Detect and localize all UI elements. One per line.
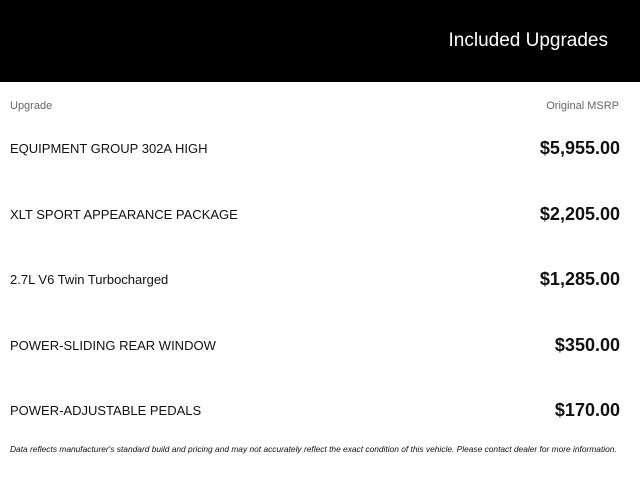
upgrade-price: $170.00 bbox=[554, 400, 620, 420]
table-row bbox=[10, 136, 620, 162]
upgrade-price: $1,285.00 bbox=[539, 269, 620, 289]
table-row bbox=[10, 333, 620, 359]
upgrade-price: $2,205.00 bbox=[539, 204, 620, 224]
table-row bbox=[10, 267, 620, 293]
upgrade-name: 2.7L V6 Twin Turbocharged bbox=[10, 272, 169, 287]
page-title: Included Upgrades bbox=[448, 30, 608, 51]
upgrade-name: EQUIPMENT GROUP 302A HIGH bbox=[10, 141, 208, 156]
table-row bbox=[10, 202, 620, 228]
column-header-msrp: Original MSRP bbox=[546, 100, 619, 112]
upgrade-price: $5,955.00 bbox=[539, 138, 620, 158]
table-row bbox=[10, 398, 620, 424]
header-bar bbox=[0, 0, 640, 82]
upgrade-name: XLT SPORT APPEARANCE PACKAGE bbox=[10, 207, 238, 222]
upgrade-name: POWER-SLIDING REAR WINDOW bbox=[10, 338, 216, 353]
disclaimer-text: Data reflects manufacturer's standard build and pricing and may not accurately reflect the exact condition of this vehicle. Please contact dealer for more information. bbox=[10, 444, 617, 454]
column-header-upgrade: Upgrade bbox=[10, 100, 53, 112]
upgrade-name: POWER-ADJUSTABLE PEDALS bbox=[10, 403, 202, 418]
upgrade-price: $350.00 bbox=[554, 335, 620, 355]
